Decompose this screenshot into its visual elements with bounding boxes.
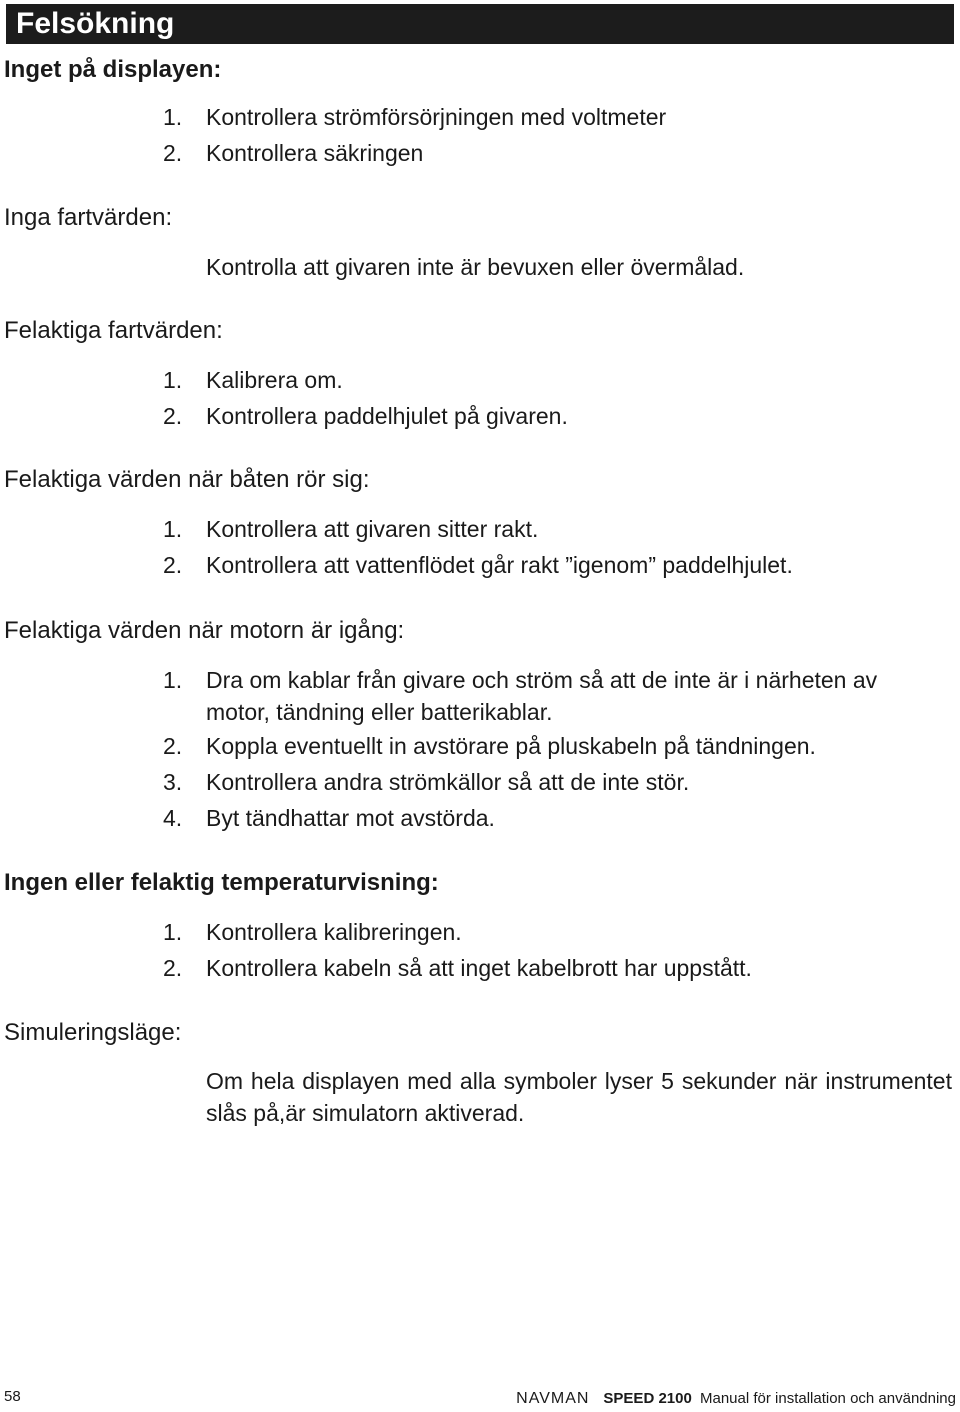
list-item-text: Byt tändhattar mot avstörda. — [206, 805, 495, 831]
list-item-text: Kontrollera andra strömkällor så att de inte stör. — [206, 769, 690, 795]
page-title: Felsökning — [16, 7, 175, 40]
list-item — [163, 512, 538, 546]
list-item-text: Kontrollera strömförsörjningen med voltmeter — [206, 104, 667, 130]
list-item-number: 3. — [163, 769, 183, 795]
section-heading-wrong-speed: Felaktiga fartvärden: — [4, 317, 223, 344]
list-item — [163, 548, 793, 582]
list-item-number: 1. — [163, 104, 183, 130]
list-item — [163, 729, 816, 763]
list-item-text: Dra om kablar från givare och ström så att de inte är i närheten av — [206, 667, 878, 693]
list-item-text: Kontrollera kalibreringen. — [206, 919, 462, 945]
list-item-continuation: motor, tändning eller batterikablar. — [206, 699, 553, 725]
list-item-text: Kontrollera paddelhjulet på givaren. — [206, 403, 568, 429]
list-item-number: 1. — [163, 667, 183, 693]
section-heading-wrong-moving: Felaktiga värden när båten rör sig: — [4, 466, 370, 493]
list-item — [163, 100, 666, 134]
section-text-simulation: Om hela displayen med alla symboler lyser 5 sekunder när instrumentet slås på,är simulatorn aktiverad. — [206, 1068, 952, 1126]
manual-title: Manual för installation och användning — [699, 1390, 956, 1407]
list-item-text: Kontrollera att givaren sitter rakt. — [206, 516, 539, 542]
list-item-text: Kontrollera kabeln så att inget kabelbrott har uppstått. — [206, 955, 752, 981]
list-item-number: 2. — [163, 955, 183, 981]
brand-logo: NAVMAN — [516, 1390, 590, 1407]
list-item-number: 2. — [163, 552, 183, 578]
section-heading-wrong-engine: Felaktiga värden när motorn är igång: — [4, 617, 405, 644]
section-text-no-speed: Kontrolla att givaren inte är bevuxen eller övermålad. — [206, 254, 745, 280]
list-item-number: 4. — [163, 805, 183, 831]
page-title-bar — [6, 4, 954, 44]
list-item-text: Kontrollera att vattenflödet går rakt ”igenom” paddelhjulet. — [206, 552, 793, 578]
list-item-number: 2. — [163, 403, 183, 429]
page-footer — [516, 1390, 956, 1408]
list-item — [163, 399, 568, 433]
list-item — [163, 765, 689, 799]
section-heading-no-display: Inget på displayen: — [4, 56, 222, 83]
list-item — [163, 951, 752, 985]
list-item — [163, 801, 495, 835]
list-item-number: 2. — [163, 733, 183, 759]
list-item-number: 1. — [163, 919, 183, 945]
list-item-text: Koppla eventuellt in avstörare på pluskabeln på tändningen. — [206, 733, 816, 759]
list-item-number: 1. — [163, 516, 183, 542]
section-heading-simulation: Simuleringsläge: — [4, 1019, 182, 1046]
page-number: 58 — [4, 1388, 21, 1405]
list-item-number: 2. — [163, 140, 183, 166]
list-item — [163, 136, 423, 170]
list-item — [163, 363, 343, 397]
list-item — [163, 915, 462, 949]
product-name: SPEED 2100 — [603, 1390, 692, 1407]
section-heading-temperature: Ingen eller felaktig temperaturvisning: — [4, 869, 439, 896]
list-item — [163, 663, 877, 697]
list-item-text: Kontrollera säkringen — [206, 140, 424, 166]
list-item-number: 1. — [163, 367, 183, 393]
section-heading-no-speed: Inga fartvärden: — [4, 204, 173, 231]
list-item-text: Kalibrera om. — [206, 367, 343, 393]
